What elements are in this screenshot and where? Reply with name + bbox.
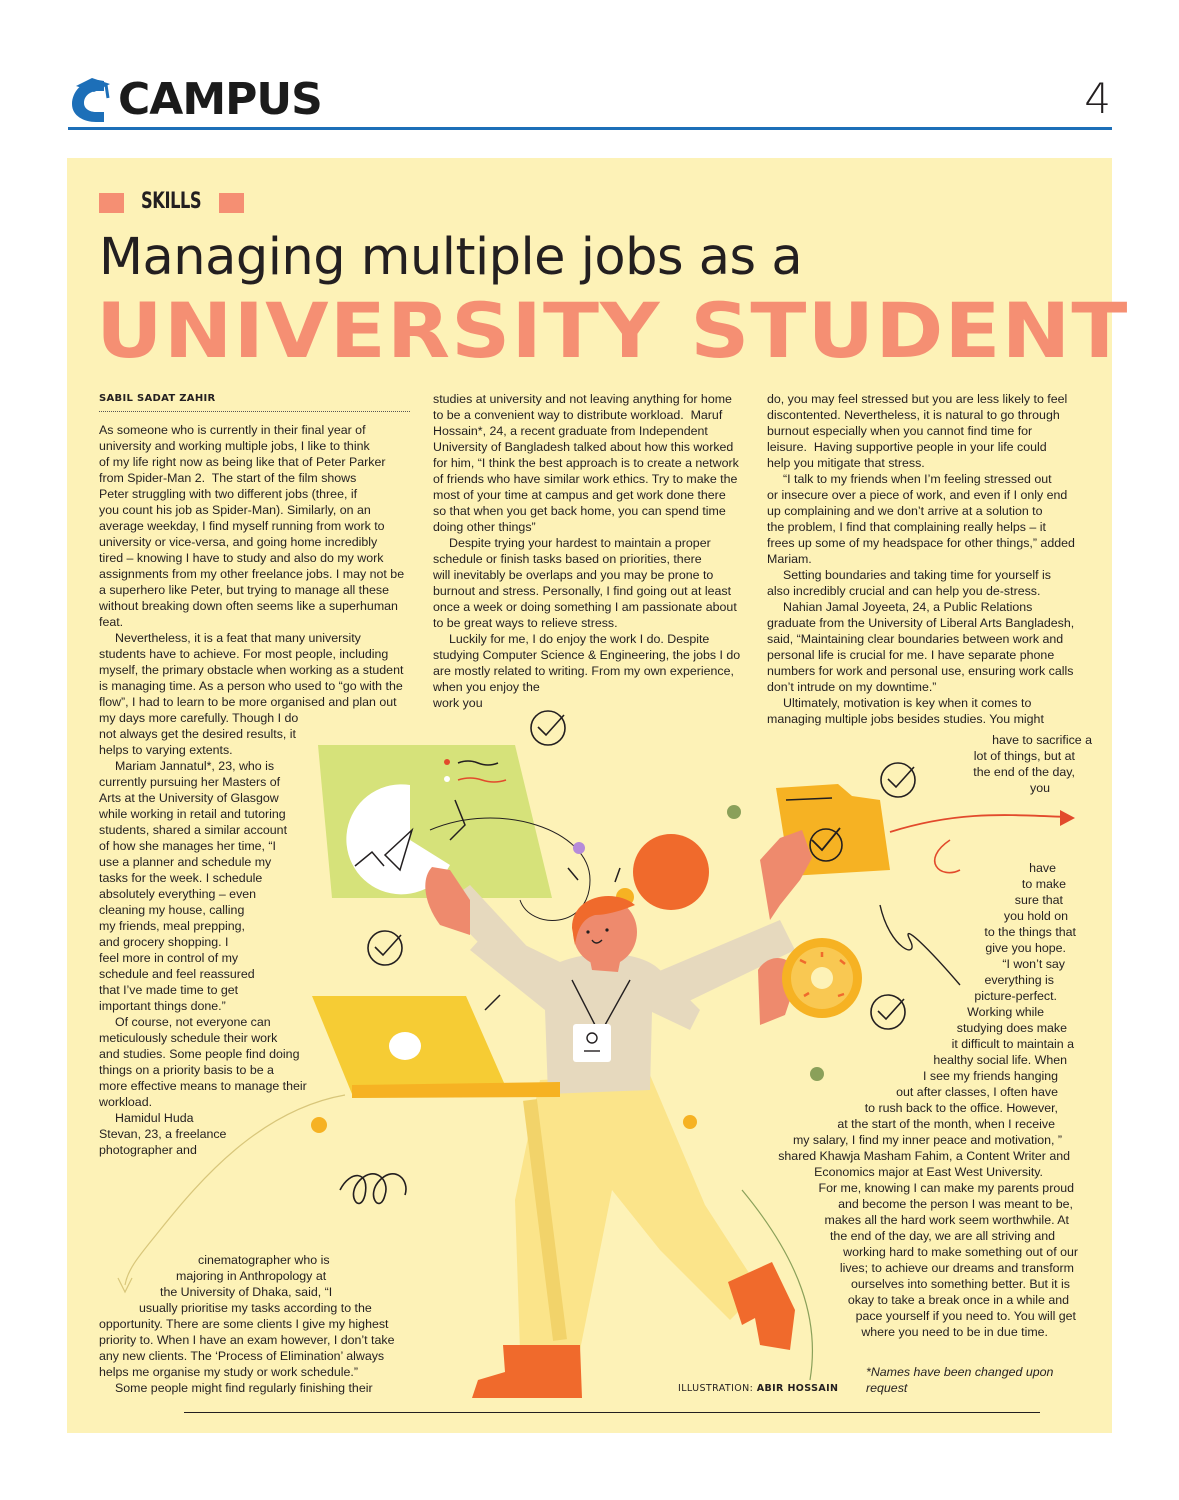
note-line-1: *Names have been changed upon xyxy=(866,1365,1054,1379)
text-line: students, shared a similar account xyxy=(99,823,288,837)
text-line: also incredibly crucial and can help you de-stress. xyxy=(767,584,1041,598)
text-line: opportunity. There are some clients I give my highest xyxy=(99,1317,389,1331)
text-line: Luckily for me, I do enjoy the work I do. Despite xyxy=(449,632,710,646)
text-line: and become the person I was meant to be, xyxy=(838,1197,1073,1211)
text-line: will inevitably be overlaps and you may be prone to xyxy=(433,568,714,582)
text-line: the problem, I find that complaining really helps – it xyxy=(767,520,1046,534)
text-line: healthy social life. When xyxy=(933,1053,1067,1067)
text-line: University of Bangladesh talked about how this worked xyxy=(433,440,734,454)
text-line: Mariam. xyxy=(767,552,812,566)
text-line: use a planner and schedule my xyxy=(99,855,272,869)
text-line: average weekday, I find myself running from work to xyxy=(99,519,385,533)
text-line: schedule or finish tasks based on priorities, there xyxy=(433,552,702,566)
text-line: everything is xyxy=(984,973,1054,987)
text-line: feat. xyxy=(99,615,124,629)
text-line: important things done.” xyxy=(99,999,226,1013)
text-line: my days more carefully. Though I do xyxy=(99,711,299,725)
text-line: cinematographer who is xyxy=(198,1253,330,1267)
text-line: when you enjoy the xyxy=(433,680,540,694)
text-line: meticulously schedule their work xyxy=(99,1031,278,1045)
text-line: and grocery shopping. I xyxy=(99,935,229,949)
text-line: give you hope. xyxy=(985,941,1066,955)
text-line: at the start of the month, when I receive xyxy=(837,1117,1055,1131)
text-line: up complaining and we don’t arrive at a solution to xyxy=(767,504,1043,518)
text-line: feel more in control of my xyxy=(99,951,239,965)
donut-icon xyxy=(782,938,862,1018)
text-line: frees up some of my headspace for other things,” added xyxy=(767,536,1075,550)
text-line: of my life right now as being like that of Peter Parker xyxy=(99,455,386,469)
text-line: to be great ways to relieve stress. xyxy=(433,616,618,630)
text-line: Despite trying your hardest to maintain a proper xyxy=(449,536,711,550)
text-line: As someone who is currently in their final year of xyxy=(99,423,366,437)
text-line: tired – knowing I have to study and also do my work xyxy=(99,551,384,565)
text-line: my salary, I find my inner peace and motivation, ” xyxy=(792,1133,1062,1147)
text-line: out after classes, I often have xyxy=(896,1085,1058,1099)
text-line: the end of the day, xyxy=(973,765,1075,779)
text-line: of how she manages her time, “I xyxy=(99,839,276,853)
text-line: burnout and stress. Personally, I find going out at least xyxy=(433,584,732,598)
text-line: photographer and xyxy=(99,1143,197,1157)
text-line: a superhero like Peter, but trying to manage all these xyxy=(99,583,389,597)
text-line: have to sacrifice a xyxy=(992,733,1092,747)
text-line: Nahian Jamal Joyeeta, 24, a Public Relations xyxy=(783,600,1033,614)
illustration-credit xyxy=(678,1383,838,1394)
text-line: flow”, I had to learn to be more organised and plan out xyxy=(99,695,397,709)
text-line: the University of Dhaka, said, “I xyxy=(160,1285,333,1299)
text-line: without breaking down often seems like a superhuman xyxy=(99,599,398,613)
text-line: you count his job as Spider-Man). Similarly, on an xyxy=(99,503,371,517)
text-line: Arts at the University of Glasgow xyxy=(99,791,279,805)
text-line: Stevan, 23, a freelance xyxy=(99,1127,227,1141)
text-line: do, you may feel stressed but you are less likely to feel xyxy=(767,392,1068,406)
column-1-text xyxy=(99,422,404,1158)
text-line: you xyxy=(1030,781,1050,795)
text-line: “I talk to my friends when I’m feeling stressed out xyxy=(783,472,1052,486)
text-line: picture-perfect. xyxy=(974,989,1057,1003)
note-line-2: request xyxy=(866,1381,908,1395)
text-line: assignments from my other freelance jobs. I may not be xyxy=(99,567,405,581)
text-line: cleaning my house, calling xyxy=(99,903,245,917)
text-line: I see my friends hanging xyxy=(923,1069,1058,1083)
text-line: to rush back to the office. However, xyxy=(864,1101,1058,1115)
text-line: so that when you get back home, you can spend time xyxy=(433,504,726,518)
text-line: leisure. Having supportive people in your life could xyxy=(767,440,1047,454)
credit-label: ILLUSTRATION: xyxy=(678,1383,754,1394)
text-line: any new clients. The ‘Process of Elimination’ always xyxy=(99,1349,385,1363)
text-line: Of course, not everyone can xyxy=(115,1015,271,1029)
text-line: help you mitigate that stress. xyxy=(767,456,925,470)
text-line: doing other things” xyxy=(433,520,536,534)
text-line: to the things that xyxy=(984,925,1076,939)
text-line: helps me organise my study or work schedule.” xyxy=(99,1365,358,1379)
bottom-rule xyxy=(184,1412,1040,1413)
column-3-text xyxy=(767,391,1075,727)
text-line: not always get the desired results, it xyxy=(99,727,296,741)
text-line: For me, knowing I can make my parents proud xyxy=(818,1181,1074,1195)
text-line: work you xyxy=(433,696,483,710)
text-line: Some people might find regularly finishing their xyxy=(115,1381,373,1395)
text-line: for him, “I think the best approach is to create a network xyxy=(433,456,739,470)
text-line: have xyxy=(1029,861,1056,875)
text-line: university or vice-versa, and going home incredibly xyxy=(99,535,378,549)
text-line: don’t intrude on my downtime.” xyxy=(767,680,937,694)
section-label: SKILLS xyxy=(141,189,202,214)
headline-line-2: UNIVERSITY STUDENT xyxy=(96,286,1129,375)
text-line: or insecure over a piece of work, and even if I only end xyxy=(767,488,1068,502)
text-line: okay to take a break once in a while and xyxy=(847,1293,1069,1307)
text-line: most of your time at campus and get work done there xyxy=(433,488,726,502)
text-line: priority to. When I have an exam however, I don’t take xyxy=(99,1333,395,1347)
headline-line-1: Managing multiple jobs as a xyxy=(99,228,803,287)
text-line: working hard to make something out of our xyxy=(843,1245,1078,1259)
text-line: said, “Maintaining clear boundaries between work and xyxy=(767,632,1064,646)
text-line: where you need to be in due time. xyxy=(861,1325,1048,1339)
text-line: majoring in Anthropology at xyxy=(176,1269,327,1283)
text-line: ourselves into something better. But it is xyxy=(850,1277,1070,1291)
text-line: schedule and feel reassured xyxy=(99,967,255,981)
text-line: are mostly related to writing. From my own experience, xyxy=(433,664,734,678)
text-line: numbers for work and personal use, ensuring work calls xyxy=(767,664,1074,678)
text-line: workload. xyxy=(99,1095,153,1109)
text-line: the end of the day, we are all striving and xyxy=(829,1229,1055,1243)
text-line: to be a convenient way to distribute workload. Maruf xyxy=(433,408,723,422)
text-line: currently pursuing her Masters of xyxy=(99,775,281,789)
text-line: Economics major at East West University. xyxy=(814,1165,1043,1179)
text-line: studies at university and not leaving anything for home xyxy=(433,392,732,406)
text-line: makes all the hard work seem worthwhile. At xyxy=(824,1213,1069,1227)
text-line: helps to varying extents. xyxy=(99,743,233,757)
text-line: Working while xyxy=(967,1005,1044,1019)
text-line: lot of things, but at xyxy=(973,749,1075,763)
page-number: 4 xyxy=(1084,74,1111,123)
text-line: students have to achieve. For most people, including xyxy=(99,647,389,661)
text-line: once a week or doing something I am passionate about xyxy=(433,600,737,614)
text-line: Mariam Jannatul*, 23, who is xyxy=(115,759,275,773)
text-line: managing multiple jobs besides studies. You might xyxy=(767,712,1044,726)
text-line: personal life is crucial for me. I have separate phone xyxy=(767,648,1055,662)
text-line: Nevertheless, it is a feat that many university xyxy=(115,631,361,645)
text-line: and studies. Some people find doing xyxy=(99,1047,300,1061)
text-line: more effective means to manage their xyxy=(99,1079,307,1093)
text-line: university and working multiple jobs, I like to think xyxy=(99,439,370,453)
text-line: Peter struggling with two different jobs (three, if xyxy=(99,487,358,501)
text-line: absolutely everything – even xyxy=(99,887,257,901)
credit-name: ABIR HOSSAIN xyxy=(756,1383,839,1394)
text-line: Ultimately, motivation is key when it comes to xyxy=(783,696,1032,710)
text-line: it difficult to maintain a xyxy=(951,1037,1074,1051)
text-line: while working in retail and tutoring xyxy=(99,807,286,821)
text-line: myself, the primary obstacle when working as a student xyxy=(99,663,404,677)
text-line: tasks for the week. I schedule xyxy=(99,871,263,885)
names-changed-note xyxy=(866,1364,1053,1396)
text-line: studying Computer Science & Engineering, the jobs I do xyxy=(433,648,741,662)
text-line: Hossain*, 24, a recent graduate from Independent xyxy=(433,424,708,438)
text-line: graduate from the University of Liberal Arts Bangladesh, xyxy=(767,616,1075,630)
text-line: shared Khawja Masham Fahim, a Content Writer and xyxy=(778,1149,1070,1163)
text-line: things on a priority basis to be a xyxy=(99,1063,274,1077)
text-line: that I’ve made time to get xyxy=(99,983,239,997)
text-line: sure that xyxy=(1014,893,1063,907)
text-line: usually prioritise my tasks according to the xyxy=(139,1301,372,1315)
text-line: my friends, meal prepping, xyxy=(99,919,246,933)
text-line: Hamidul Huda xyxy=(115,1111,194,1125)
text-line: discontented. Nevertheless, it is natural to go through xyxy=(767,408,1060,422)
text-line: to make xyxy=(1021,877,1066,891)
text-line: studying does make xyxy=(956,1021,1067,1035)
text-line: is managing time. As a person who used to “go with the xyxy=(99,679,403,693)
brand-name: CAMPUS xyxy=(118,74,322,125)
text-line: Setting boundaries and taking time for yourself is xyxy=(783,568,1051,582)
text-line: burnout especially when you cannot find time for xyxy=(767,424,1033,438)
text-line: you hold on xyxy=(1003,909,1068,923)
text-line: lives; to achieve our dreams and transform xyxy=(839,1261,1074,1275)
text-line: pace yourself if you need to. You will get xyxy=(855,1309,1076,1323)
byline: SABIL SADAT ZAHIR xyxy=(99,393,216,404)
text-line: from Spider-Man 2. The start of the film shows xyxy=(99,471,357,485)
text-line: “I won’t say xyxy=(1002,957,1065,971)
text-line: of friends who have similar work ethics. Try to make the xyxy=(433,472,738,486)
column-2-text xyxy=(433,391,740,711)
